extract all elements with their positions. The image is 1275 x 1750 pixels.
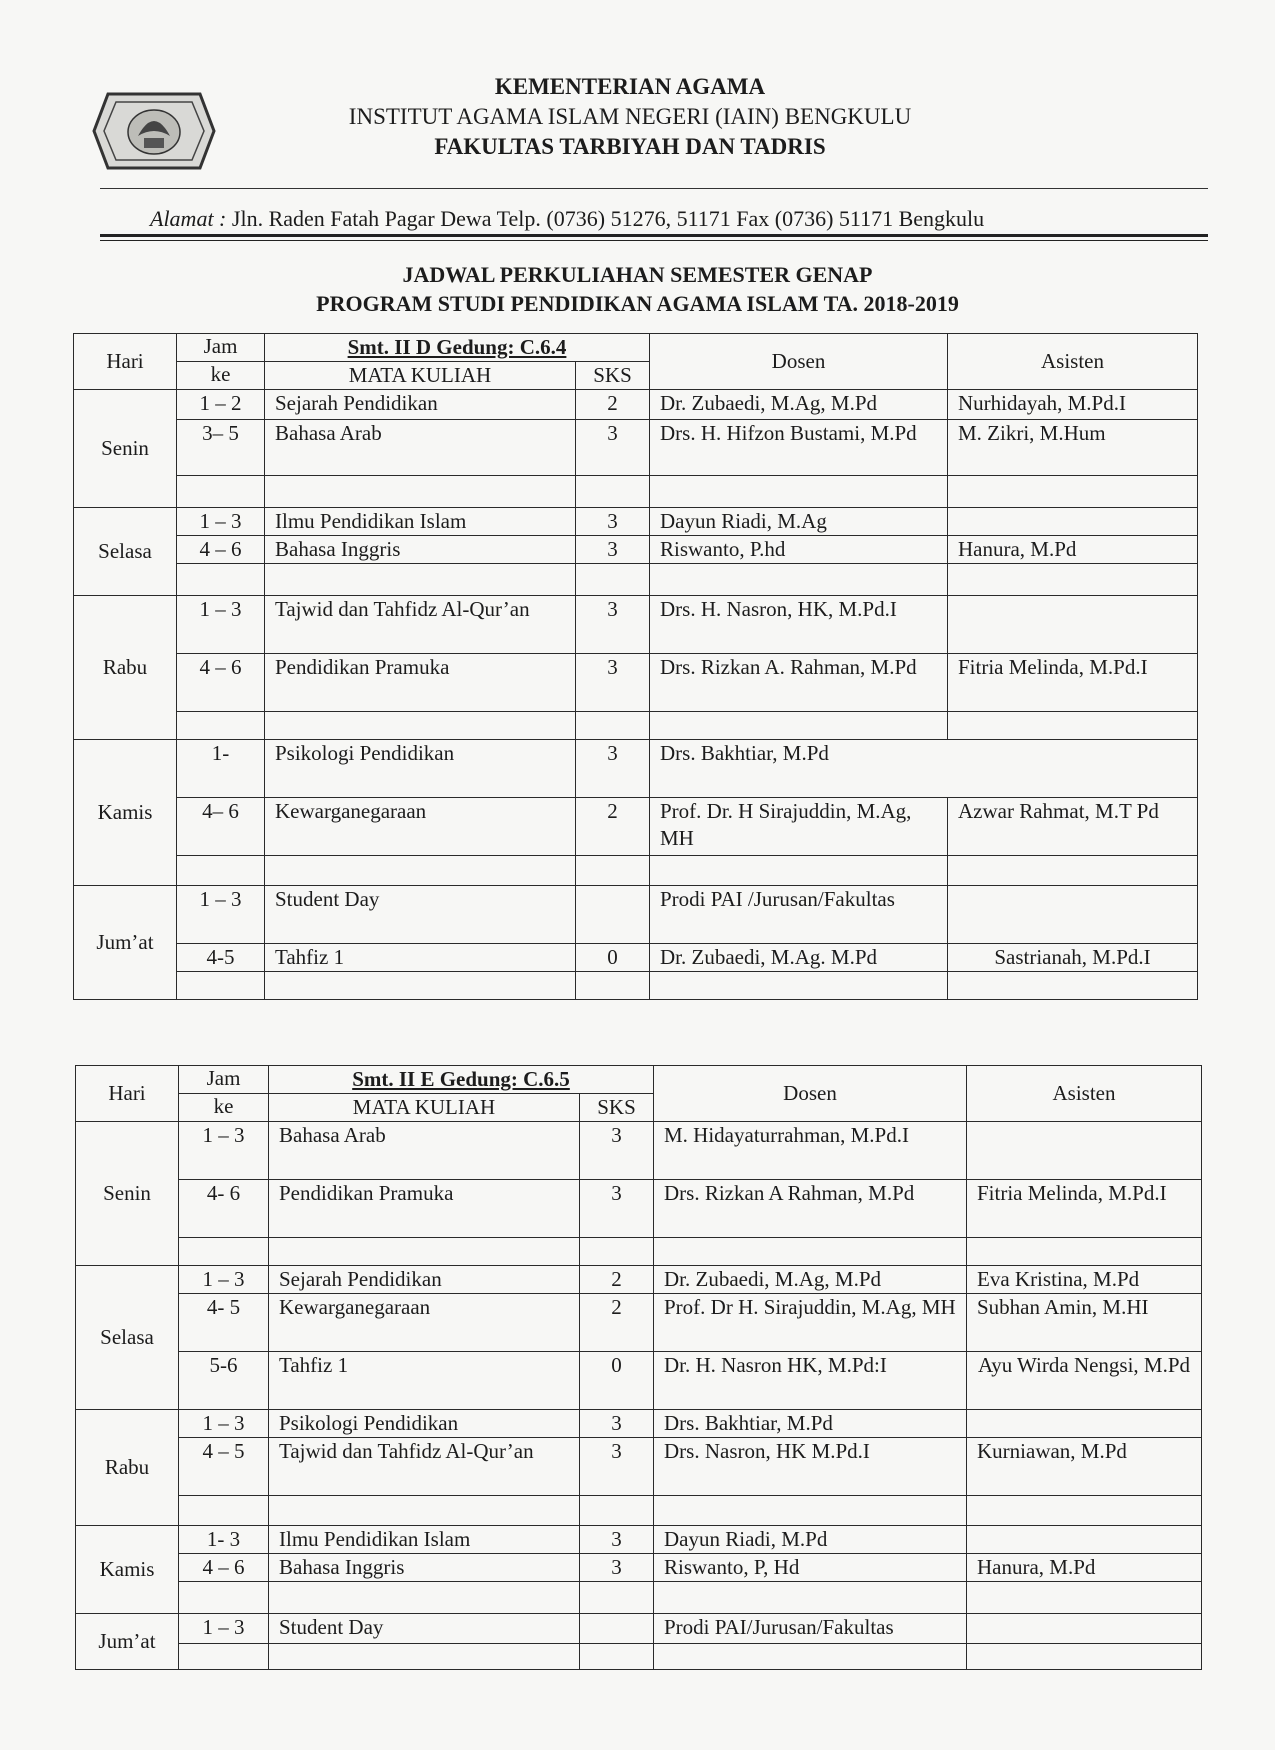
assistant-cell: Subhan Amin, M.HI <box>967 1294 1202 1352</box>
course-cell: Bahasa Arab <box>265 420 576 476</box>
iain-seal-logo <box>88 76 220 186</box>
col-asisten: Asisten <box>967 1066 1202 1122</box>
sks-cell: 3 <box>576 654 650 712</box>
sks-cell: 0 <box>576 944 650 972</box>
lecturer-cell: Prodi PAI/Jurusan/Fakultas <box>654 1614 967 1644</box>
sks-cell: 2 <box>580 1294 654 1352</box>
table-row <box>74 740 1198 798</box>
lecturer-cell: Riswanto, P.hd <box>650 536 948 564</box>
assistant-cell <box>948 508 1198 536</box>
day-cell: Senin <box>76 1122 179 1266</box>
day-cell: Jum’at <box>76 1614 179 1670</box>
semester-header: Smt. II E Gedung: C.6.5 <box>269 1066 654 1094</box>
course-cell: Student Day <box>269 1614 580 1644</box>
jam-cell: 4-5 <box>177 944 265 972</box>
course-cell: Tahfiz 1 <box>269 1352 580 1410</box>
jam-cell: 4 – 6 <box>177 654 265 712</box>
lecturer-cell: Dr. Zubaedi, M.Ag, M.Pd <box>654 1266 967 1294</box>
col-mata-kuliah: MATA KULIAH <box>269 1094 580 1122</box>
col-jam: Jam <box>179 1066 269 1094</box>
day-cell: Selasa <box>74 508 177 596</box>
day-cell: Senin <box>74 390 177 508</box>
table-row <box>74 654 1198 712</box>
sks-cell: 3 <box>580 1410 654 1438</box>
table-row-empty <box>76 1582 1202 1614</box>
lecturer-cell: Prodi PAI /Jurusan/Fakultas <box>650 886 948 944</box>
table-row-empty <box>74 476 1198 508</box>
assistant-cell <box>967 1122 1202 1180</box>
day-cell: Rabu <box>76 1410 179 1526</box>
institute-name: INSTITUT AGAMA ISLAM NEGERI (IAIN) BENGKULU <box>348 104 912 129</box>
col-ke: ke <box>179 1094 269 1122</box>
assistant-cell: Kurniawan, M.Pd <box>967 1438 1202 1496</box>
sks-cell <box>576 886 650 944</box>
col-jam: Jam <box>177 334 265 362</box>
course-cell: Kewarganegaraan <box>265 798 576 856</box>
course-cell: Pendidikan Pramuka <box>265 654 576 712</box>
address-rule-thin <box>100 240 1208 241</box>
jam-cell: 1 – 3 <box>179 1410 269 1438</box>
table-row-empty <box>76 1238 1202 1266</box>
sks-cell: 2 <box>576 798 650 856</box>
ministry-name: KEMENTERIAN AGAMA <box>494 74 766 99</box>
table-row <box>74 596 1198 654</box>
course-cell: Psikologi Pendidikan <box>265 740 576 798</box>
table-row-empty <box>74 856 1198 886</box>
jam-cell: 4- 6 <box>179 1180 269 1238</box>
schedule-table-smt-2d <box>73 333 1198 1000</box>
table-row <box>76 1614 1202 1644</box>
lecturer-cell: Drs. Rizkan A. Rahman, M.Pd <box>650 654 948 712</box>
assistant-cell <box>967 1614 1202 1644</box>
col-dosen: Dosen <box>650 334 948 390</box>
col-hari: Hari <box>76 1066 179 1122</box>
assistant-cell: Eva Kristina, M.Pd <box>967 1266 1202 1294</box>
table-row <box>74 420 1198 476</box>
lecturer-cell: Drs. Bakhtiar, M.Pd <box>654 1410 967 1438</box>
table-row <box>76 1554 1202 1582</box>
jam-cell: 3– 5 <box>177 420 265 476</box>
table-row <box>74 944 1198 972</box>
jam-cell: 4– 6 <box>177 798 265 856</box>
course-cell: Psikologi Pendidikan <box>269 1410 580 1438</box>
day-cell: Kamis <box>74 740 177 886</box>
jam-cell: 1- <box>177 740 265 798</box>
course-cell: Student Day <box>265 886 576 944</box>
schedule-title: JADWAL PERKULIAHAN SEMESTER GENAP <box>402 262 873 287</box>
table-row-empty <box>74 564 1198 596</box>
table-row-empty <box>74 712 1198 740</box>
course-cell: Ilmu Pendidikan Islam <box>265 508 576 536</box>
col-sks: SKS <box>580 1094 654 1122</box>
faculty-name: FAKULTAS TARBIYAH DAN TADRIS <box>434 134 826 159</box>
sks-cell: 3 <box>576 740 650 798</box>
day-cell: Selasa <box>76 1266 179 1410</box>
course-cell: Sejarah Pendidikan <box>269 1266 580 1294</box>
jam-cell: 1 – 3 <box>179 1266 269 1294</box>
letterhead <box>300 72 960 162</box>
col-sks: SKS <box>576 362 650 390</box>
header-rule <box>100 188 1208 189</box>
lecturer-cell: Drs. H. Nasron, HK, M.Pd.I <box>650 596 948 654</box>
table-row <box>76 1180 1202 1238</box>
lecturer-cell: Riswanto, P, Hd <box>654 1554 967 1582</box>
assistant-cell: Hanura, M.Pd <box>948 536 1198 564</box>
table-row-empty <box>74 972 1198 1000</box>
assistant-cell: Fitria Melinda, M.Pd.I <box>967 1180 1202 1238</box>
lecturer-cell: Dr. Zubaedi, M.Ag, M.Pd <box>650 390 948 420</box>
col-ke: ke <box>177 362 265 390</box>
jam-cell: 5-6 <box>179 1352 269 1410</box>
lecturer-cell: Drs. H. Hifzon Bustami, M.Pd <box>650 420 948 476</box>
course-cell: Pendidikan Pramuka <box>269 1180 580 1238</box>
lecturer-cell: Drs. Nasron, HK M.Pd.I <box>654 1438 967 1496</box>
lecturer-cell: Drs. Bakhtiar, M.Pd <box>650 740 1198 798</box>
sks-cell: 3 <box>576 508 650 536</box>
jam-cell: 4- 5 <box>179 1294 269 1352</box>
assistant-cell: M. Zikri, M.Hum <box>948 420 1198 476</box>
course-cell: Tajwid dan Tahfidz Al-Qur’an <box>269 1438 580 1496</box>
table-row-empty <box>76 1644 1202 1670</box>
course-cell: Tahfiz 1 <box>265 944 576 972</box>
lecturer-cell: Prof. Dr H. Sirajuddin, M.Ag, MH <box>654 1294 967 1352</box>
assistant-cell <box>967 1526 1202 1554</box>
lecturer-cell: M. Hidayaturrahman, M.Pd.I <box>654 1122 967 1180</box>
lecturer-cell: Dr. Zubaedi, M.Ag. M.Pd <box>650 944 948 972</box>
jam-cell: 1 – 3 <box>177 596 265 654</box>
lecturer-cell: Drs. Rizkan A Rahman, M.Pd <box>654 1180 967 1238</box>
address-rule-thick <box>100 234 1208 237</box>
address-text: Jln. Raden Fatah Pagar Dewa Telp. (0736) 51276, 51171 Fax (0736) 51171 Bengkulu <box>231 206 985 231</box>
sks-cell: 2 <box>576 390 650 420</box>
day-cell: Rabu <box>74 596 177 740</box>
table-row <box>74 798 1198 856</box>
semester-header: Smt. II D Gedung: C.6.4 <box>265 334 650 362</box>
jam-cell: 1 – 3 <box>177 508 265 536</box>
schedule-subtitle: PROGRAM STUDI PENDIDIKAN AGAMA ISLAM TA. 2018-2019 <box>316 291 959 316</box>
table-row <box>76 1122 1202 1180</box>
day-cell: Jum’at <box>74 886 177 1000</box>
day-cell: Kamis <box>76 1526 179 1614</box>
sks-cell: 3 <box>576 596 650 654</box>
jam-cell: 1 – 3 <box>177 886 265 944</box>
col-dosen: Dosen <box>654 1066 967 1122</box>
sks-cell: 2 <box>580 1266 654 1294</box>
assistant-cell: Fitria Melinda, M.Pd.I <box>948 654 1198 712</box>
col-mata-kuliah: MATA KULIAH <box>265 362 576 390</box>
sks-cell: 3 <box>576 420 650 476</box>
jam-cell: 1- 3 <box>179 1526 269 1554</box>
table-row-empty <box>76 1496 1202 1526</box>
course-cell: Kewarganegaraan <box>269 1294 580 1352</box>
table-row <box>74 508 1198 536</box>
sks-cell: 0 <box>580 1352 654 1410</box>
table-row <box>74 390 1198 420</box>
jam-cell: 4 – 6 <box>177 536 265 564</box>
table-row <box>76 1526 1202 1554</box>
assistant-cell: Ayu Wirda Nengsi, M.Pd <box>967 1352 1202 1410</box>
course-cell: Ilmu Pendidikan Islam <box>269 1526 580 1554</box>
table-row <box>76 1410 1202 1438</box>
course-cell: Sejarah Pendidikan <box>265 390 576 420</box>
course-cell: Bahasa Inggris <box>265 536 576 564</box>
lecturer-cell: Dayun Riadi, M.Ag <box>650 508 948 536</box>
lecturer-cell: Prof. Dr. H Sirajuddin, M.Ag, MH <box>650 798 948 856</box>
table-row <box>76 1352 1202 1410</box>
sks-cell: 3 <box>580 1180 654 1238</box>
sks-cell: 3 <box>580 1438 654 1496</box>
table-row <box>74 886 1198 944</box>
lecturer-cell: Dayun Riadi, M.Pd <box>654 1526 967 1554</box>
jam-cell: 1 – 3 <box>179 1122 269 1180</box>
assistant-cell: Nurhidayah, M.Pd.I <box>948 390 1198 420</box>
table-row <box>76 1266 1202 1294</box>
lecturer-cell: Dr. H. Nasron HK, M.Pd:I <box>654 1352 967 1410</box>
course-cell: Bahasa Arab <box>269 1122 580 1180</box>
course-cell: Bahasa Inggris <box>269 1554 580 1582</box>
sks-cell: 3 <box>580 1122 654 1180</box>
assistant-cell: Sastrianah, M.Pd.I <box>948 944 1198 972</box>
assistant-cell <box>948 596 1198 654</box>
assistant-cell: Hanura, M.Pd <box>967 1554 1202 1582</box>
col-hari: Hari <box>74 334 177 390</box>
table-row <box>76 1438 1202 1496</box>
sks-cell <box>580 1614 654 1644</box>
jam-cell: 1 – 2 <box>177 390 265 420</box>
assistant-cell: Azwar Rahmat, M.T Pd <box>948 798 1198 856</box>
table-row <box>76 1294 1202 1352</box>
jam-cell: 4 – 5 <box>179 1438 269 1496</box>
col-asisten: Asisten <box>948 334 1198 390</box>
address-label: Alamat : <box>150 206 227 231</box>
jam-cell: 4 – 6 <box>179 1554 269 1582</box>
address-line <box>150 206 984 232</box>
jam-cell: 1 – 3 <box>179 1614 269 1644</box>
course-cell: Tajwid dan Tahfidz Al-Qur’an <box>265 596 576 654</box>
schedule-table-smt-2e <box>75 1065 1202 1670</box>
assistant-cell <box>967 1410 1202 1438</box>
table-row <box>74 536 1198 564</box>
assistant-cell <box>948 886 1198 944</box>
sks-cell: 3 <box>576 536 650 564</box>
sks-cell: 3 <box>580 1554 654 1582</box>
sks-cell: 3 <box>580 1526 654 1554</box>
